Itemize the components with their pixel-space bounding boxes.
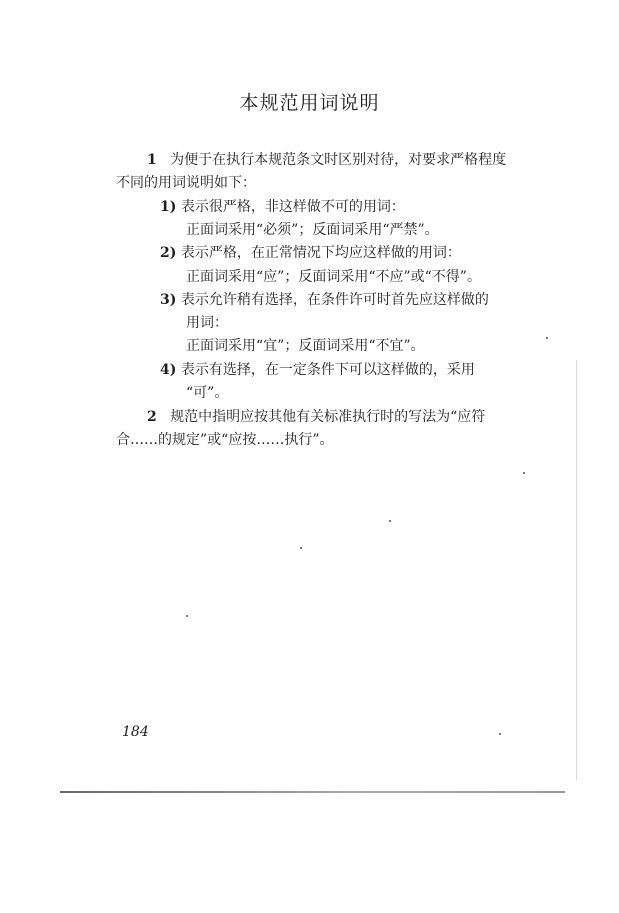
item-1-number: 1 [147,152,157,168]
sub-item-1-number: 1) [160,199,177,215]
sub-item-1-text-1: 表示很严格，非这样做不可的用词： [180,199,405,215]
scan-speck [499,733,501,735]
sub-item-3-line-2: 用词： [186,315,228,331]
item-2-text-1: 规范中指明应按其他有关标准执行时的写法为“应符 [170,409,486,425]
sub-item-4-text-1: 表示有选择，在一定条件下可以这样做的，采用 [180,362,475,378]
sub-item-3-line-1 [160,291,489,309]
scan-speck [389,520,391,522]
scan-speck [186,615,188,617]
sub-item-2-line-2: 正面词采用“应”；反面词采用“不应”或“不得”。 [186,269,481,285]
scan-edge-line [576,360,577,780]
sub-item-1-line-2: 正面词采用“必须”；反面词采用“严禁”。 [186,222,439,238]
item-2-line-2: 合……的规定”或“应按……执行”。 [116,432,334,448]
item-2-line-1 [147,408,485,426]
sub-item-4-line-1 [160,361,475,379]
sub-item-3-number: 3) [160,292,177,308]
sub-item-4-number: 4) [160,362,177,378]
sub-item-2-line-1 [160,244,461,262]
scan-speck [300,547,302,549]
page-title: 本规范用词说明 [239,92,380,114]
item-1-line-2: 不同的用词说明如下： [116,175,256,191]
scan-speck [523,472,525,474]
sub-item-2-text-1: 表示严格，在正常情况下均应这样做的用词： [180,245,461,261]
item-1-line-1 [147,151,537,169]
sub-item-3-text-1: 表示允许稍有选择，在条件许可时首先应这样做的 [180,292,489,308]
sub-item-4-line-2: “可”。 [186,385,229,401]
sub-item-2-number: 2) [160,245,177,261]
sub-item-3-line-3: 正面词采用“宜”；反面词采用“不宜”。 [186,338,425,354]
page-number: 184 [122,724,149,740]
sub-item-1-line-1 [160,198,405,216]
item-2-number: 2 [147,409,157,425]
item-1-text-1: 为便于在执行本规范条文时区别对待，对要求严格程度 [170,152,507,168]
footer-rule [60,791,565,793]
scan-speck [546,337,548,339]
